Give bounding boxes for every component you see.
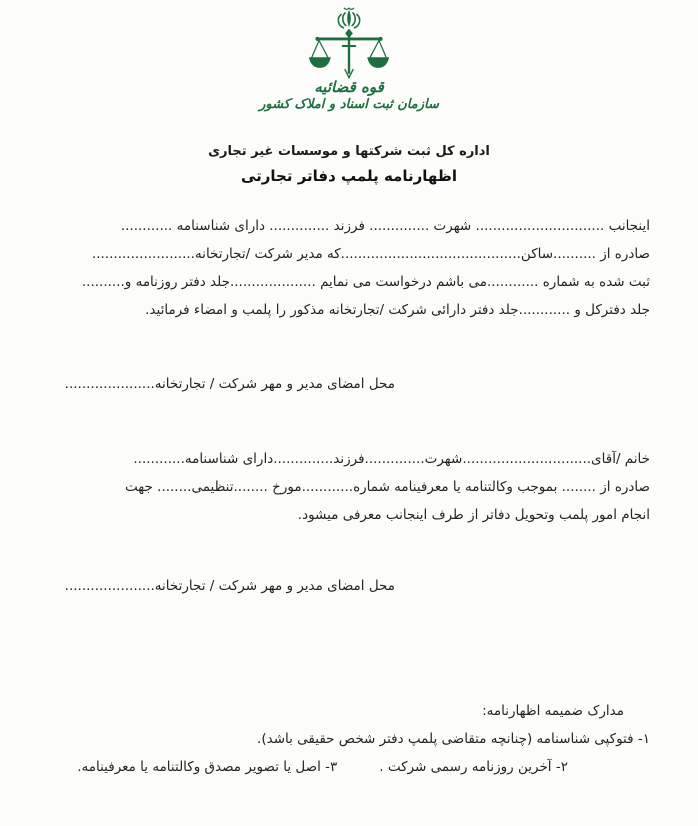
declaration-line-2: صادره از ..........ساکن..........................................که مدیر شرکت /تجارتخانه........................ (91, 246, 650, 262)
form-title: اظهارنامه پلمپ دفاتر تجارتی (240, 167, 458, 185)
representative-paragraph (50, 445, 650, 529)
manager-signature-line-1: محل امضای مدیر و مهر شرکت / تجارتخانه..................... (64, 376, 395, 392)
representative-line-1: خانم /آقای..............................شهرت..............فرزند..............دارای شناسنامه............ (133, 451, 650, 467)
manager-signature-line-2: محل امضای مدیر و مهر شرکت / تجارتخانه..................... (64, 578, 395, 594)
attachment-item-1: ۱- فتوکپی شناسنامه (چنانچه متقاضی پلمپ دفتر شخص حقیقی باشد). (257, 731, 650, 747)
representative-line-2: صادره از ........ بموجب وکالتنامه یا معرفینامه شماره............مورخ ........تنظیمی........ جهت (125, 479, 650, 495)
judiciary-logo (0, 6, 698, 114)
attachment-item-3: ۳- اصل یا تصویر مصدق وکالتنامه یا معرفینامه. (77, 759, 338, 775)
declaration-line-4: جلد دفترکل و ............جلد دفتر دارائی شرکت /تجارتخانه مذکور را پلمب و امضاء فرمائید. (145, 302, 650, 318)
judiciary-scales-emblem (308, 6, 390, 86)
registration-organization-name: سازمان ثبت اسناد و املاک کشور (259, 97, 439, 112)
declaration-line-3: ثبت شده به شماره ............می باشم درخواست می نمایم ....................جلد دفتر روزنامه و.......... (81, 274, 650, 290)
attachment-items-2-3 (50, 753, 650, 781)
judiciary-name: قوه قضائیه (314, 78, 384, 96)
declaration-line-1: اینجانب .............................. شهرت .............. فرزند .............. دارای شناسنامه ............ (120, 218, 650, 234)
attachment-item-2: ۲- آخرین روزنامه رسمی شرکت . (379, 759, 568, 775)
declaration-paragraph (50, 212, 650, 324)
representative-line-3: انجام امور پلمب وتحویل دفاتر از طرف اینجانب معرفی میشود. (297, 507, 650, 523)
department-name: اداره کل ثبت شرکتها و موسسات غیر تجاری (208, 144, 490, 159)
attachments-title: مدارک ضمیمه اظهارنامه: (482, 703, 624, 719)
attachments-section (50, 697, 650, 781)
